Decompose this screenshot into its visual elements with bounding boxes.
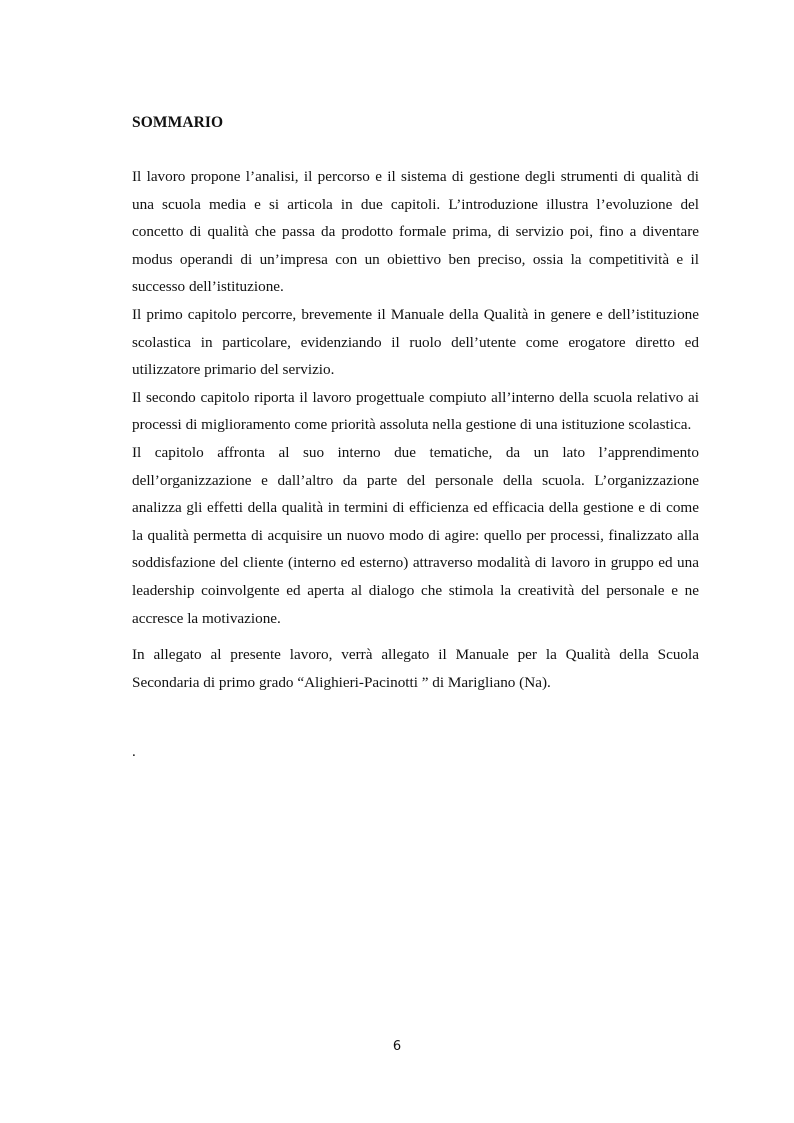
paragraph-attachment: In allegato al presente lavoro, verrà allegato il Manuale per la Qualità della Scuola Secondaria di primo grado “Alighieri-Pacinotti ” di Marigliano (Na).: [132, 646, 699, 691]
page-number: 6: [392, 1039, 402, 1054]
section-heading: SOMMARIO: [132, 114, 224, 131]
paragraph-first-chapter: Il primo capitolo percorre, brevemente il Manuale della Qualità in genere e dell’istituzione scolastica in particolare, evidenziando il ruolo dell’utente come erogatore diretto ed utilizzatore primario del servizio.: [132, 305, 699, 379]
summary-body: [132, 163, 699, 696]
paragraph-second-chapter: Il secondo capitolo riporta il lavoro progettuale compiuto all’interno della scuola relativo ai processi di miglioramento come priorità assoluta nella gestione di una istituzione scolastica.: [132, 388, 699, 434]
paragraph-introduction: Il lavoro propone l’analisi, il percorso e il sistema di gestione degli strumenti di qualità di una scuola media e si articola in due capitoli. L’introduzione illustra l’evoluzione del concetto di qualità che passa da prodotto formale prima, di servizio poi, fino a diventare modus operandi di un’impresa con un obiettivo ben preciso, ossia la competitività e il successo dell’istituzione.: [132, 168, 699, 296]
paragraph-chapter-themes: Il capitolo affronta al suo interno due tematiche, da un lato l’apprendimento dell’organizzazione e dall’altro da parte del personale della scuola. L’organizzazione analizza gli effetti della qualità in termini di efficienza ed efficacia della gestione e di come la qualità permetta di acquisire un nuovo modo di agire: quello per processi, finalizzato alla soddisfazione del cliente (interno ed esterno) attraverso modalità di lavoro in gruppo ed una leadership coinvolgente ed aperta al dialogo che stimola la creatività del personale e ne accresce la motivazione.: [132, 443, 699, 627]
trailing-dot: .: [132, 744, 136, 760]
